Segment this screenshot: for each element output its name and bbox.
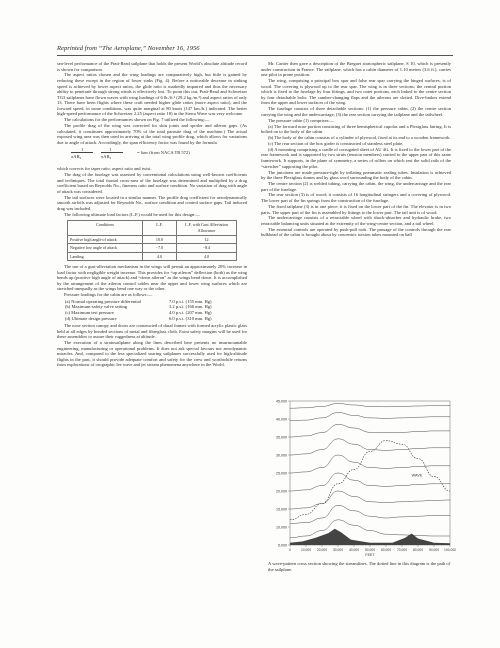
right-column — [261, 61, 451, 238]
terrain-silhouette — [290, 529, 450, 545]
left-paragraph: The nose section canopy and doors are constructed of dural frames with formed acrylic plastic glass held at all edges by bonded sections of metal and fibreglass cloth. Extra safety margins will be used for these assemblies to assure their ruggedness at altitude. — [57, 323, 247, 340]
figure-caption: A wave-pattern cross section showing the streamlines. The dotted line in this diagram is the path of the sailplane. — [268, 561, 451, 572]
table-cell: 4.0 — [177, 252, 237, 261]
reprint-header: Reprinted from “The Aeroplane,” November 16, 1956 — [57, 45, 200, 52]
left-paragraph: The profile drag of the wing was corrected for skin joints and spoiler and aileron gaps. (As calculated, it constitutes approximately 70% of the total parasite drag of the machine.) The actual exposed wing area was then used in arriving at the total wing profile drag, which allows for variations due to angle of attack. Accordingly, the span efficiency factor was found by the formula — [57, 123, 247, 145]
table-cell: 12 — [177, 235, 237, 244]
formula-numerator: 1 — [109, 147, 112, 153]
x-tick-label: 70,000 — [396, 548, 408, 552]
y-tick-label: 5,000 — [278, 543, 287, 548]
streamline — [290, 491, 450, 509]
left-paragraph: The aspect ratios chosen and the wing loadings are comparatively high, but little is gained by reducing these except in the region of lower sinks (Fig. 4). Before a noticeable decrease in sinking speed is achieved by lower aspect ratios, the glide ratio is markedly impaired and thus the necessary ability to penetrate through strong winds is effectively lost. To point this out, Pratt-Read and Schweizer TG3 sailplanes have flown waves with wing loadings of 6 lb./ft.² (29.2 kg./m.²) and aspect ratios of only 13. There have been flights where these craft needed higher glide ratios (more aspect ratio), and the forward speed, in some conditions, was quite marginal at 80 knots (147 km./h.) indicated. The better high-speed performance of the Schweizer 2.25 (aspect ratio 18) in the Sierra Wave was very welcome. — [57, 72, 247, 117]
left-paragraph: Pressure loadings for the cabin are as follows:— — [64, 292, 153, 298]
left-column — [57, 61, 247, 368]
y-tick-label: 15,000 — [276, 507, 287, 512]
table-cell: 4.0 — [143, 252, 177, 261]
right-paragraph: Mr. Cartier then gave a description of the Breguet stratospheric sailplane, S 10, which is presently under construction in France. The sailplane, which has a cabin diameter of 1.10 metres (3.6 ft.), carries one pilot in prone position. — [261, 61, 451, 78]
streamline — [290, 413, 450, 421]
table-header: L.F. — [143, 221, 177, 235]
right-paragraph: The fuselage consists of three detachable sections: (1) the pressure cabin, (2) the centre section carrying the wing and the undercarriage, (3) the rear section carrying the tailplane and the tailwheel. — [261, 106, 451, 117]
left-paragraph: sea-level performance of the Pratt-Read sailplane that holds the present World’s absolute altitude record is shown for comparison. — [57, 61, 247, 72]
table-cell: −7.0 — [143, 244, 177, 253]
y-tick-label: 10,000 — [276, 525, 287, 530]
right-paragraph: (a) The forward nose portion consisting of three hemispherical cupolas and a Plexiglass fairing. It is bolted on to the body of the cabin. — [261, 123, 451, 135]
pressure-list — [57, 299, 247, 321]
pressure-label: (c) Maximum test pressure — [65, 309, 114, 315]
x-tick-label: 30,000 — [332, 548, 344, 552]
table-cell: Negative low angle of attack — [68, 244, 143, 253]
x-tick-label: 80,000 — [412, 548, 424, 552]
pressure-label: (a) Normal operating pressure differential — [65, 298, 141, 304]
right-paragraph: The essential controls are operated by push-pull rods. The passage of the controls through the rear bulkhead of the cabin is brought about by concentric torsion tubes mounted on ball — [261, 226, 451, 238]
y-tick-label: 45,000 — [276, 399, 287, 404]
pressure-label: (b) Maximum-safety valve setting — [65, 304, 127, 310]
right-paragraph: The junctions are made pressure-tight by inflating pneumatic sealing tubes. Insulation is achieved by the three Plexiglass domes and by glass wool surrounding the body of the cabin. — [261, 169, 451, 181]
span-efficiency-formula — [57, 147, 247, 164]
left-paragraph: The tail surfaces were located in a similar manner. The profile drag coefficient for aerodynamically smooth airfoils was adjusted for Reynolds No., surface condition and control surface gaps. Tail induced drag was included. — [57, 194, 247, 211]
header-rule — [57, 55, 453, 56]
streamline — [290, 424, 450, 437]
streamline — [290, 455, 450, 473]
streamline — [290, 505, 450, 523]
sailplane-path-line — [290, 441, 450, 520]
formula-denominator: πAR₀ — [71, 154, 82, 160]
table-cell: 10.0 — [143, 235, 177, 244]
x-tick-label: 0 — [289, 548, 291, 552]
table-cell: −8.4 — [177, 244, 237, 253]
y-tick-label: 30,000 — [276, 453, 287, 458]
plot-frame — [290, 401, 450, 545]
pressure-value: 4.0 p.s.i. (207 mm. Hg) — [169, 309, 212, 315]
chart-marks — [276, 399, 456, 557]
x-tick-label: 10,000 — [300, 548, 312, 552]
x-tick-label: 100,000 — [444, 548, 456, 552]
table-row — [68, 235, 237, 244]
load-factor-table — [67, 220, 237, 261]
formula-bar — [71, 152, 93, 153]
right-paragraph: The fixed tailplane (3) is in one piece; it is fixed on the lower part of the fin. The elevator is in two parts. The upper part of the fin is assembled by fittings to the lower part. The tail unit is of wood. — [261, 203, 451, 215]
right-paragraph: The undercarriage consists of a retractable wheel with shock-absorber and hydraulic brake, two retractable balancing units situated at the extremity of the wing-centre section, and a tail wheel. — [261, 215, 451, 226]
streamline — [290, 473, 450, 491]
right-paragraph: (b) The body of the cabin consists of a cylinder of plywood, fixed at its end to a wooden framework. — [268, 135, 451, 141]
x-tick-label: 60,000 — [380, 548, 392, 552]
table-header-row — [68, 221, 237, 235]
wave-pattern-chart — [268, 395, 454, 560]
table-cell: Positive high angle of attack — [68, 235, 143, 244]
pressure-value: 7.0 p.s.i. (155 mm. Hg) — [169, 298, 212, 304]
streamline — [290, 520, 450, 538]
formula-rhs: = δaw (from NACA TR 572) — [137, 150, 190, 156]
pressure-value: 6.0 p.s.i. (310 mm. Hg) — [169, 315, 212, 321]
table-header: L.F. with Gust Alleviation Allowance — [177, 221, 237, 235]
y-tick-label: 20,000 — [276, 489, 287, 494]
right-paragraph: The wing, comprising a principal box spar and false rear spar carrying the hinged surfaces, is of wood. The covering is plywood up to the rear spar. The wing is in three sections; the central portion which is fixed to the fuselage by four fittings, and two outer portions, each linked to the centre section by four detachable bolts. The camber-changing flaps and the ailerons are slotted. Dive-brakes extend from the upper and lower surfaces of the wing. — [261, 78, 451, 106]
right-paragraph: (c) The rear section of the box girder is constructed of stainless steel plate. — [268, 141, 404, 146]
streamline — [290, 404, 450, 409]
y-tick-label: 40,000 — [276, 417, 287, 422]
right-paragraph: (d) A mounting comprising a cradle of corrugated sheet of AU 4G. It is fixed to the lower part of the rear framework and is supported by two struts (tension members) carried to the upper part of this same framework. It supports, in the plane of symmetry, a series of rollers on which rest the solid rails of the “stretcher” supporting the pilot. — [261, 146, 451, 169]
pressure-item — [57, 316, 247, 322]
pressure-label: (d) Ultimate design pressure — [65, 315, 117, 321]
table-row — [68, 252, 237, 261]
x-axis-label: FEET — [365, 553, 375, 557]
formula-denominator: πAR₀ — [101, 154, 112, 160]
left-paragraph: The use of a gust-alleviation mechanism in the wings will permit an approximately 20% increase in load factor with negligible weight increase. This provides for “up aileron” deflection (both) as the wing bends up (positive high angle of attack) and “down aileron” as the wings bend down. It is accomplished by the arrangement of the aileron control cables near the upper and lower wing surfaces which are stretched unequally as the wings bend one way or the other. — [57, 264, 247, 292]
x-tick-label: 40,000 — [348, 548, 360, 552]
formula-numerator: 1 — [81, 147, 84, 153]
formula-bar — [101, 152, 123, 153]
wave-annotation: WAVE — [411, 473, 423, 478]
left-paragraph: The execution of a stratosailplane along the lines described here presents no insurmountable engineering, manufacturing or operational problems. It does not ask special favours nor aerodynamic miracles. And, compared to the less specialized soaring sailplanes successfully used for high-altitude flights in the past, it should provide adequate comfort and safety for the crew and worthwhile returns from explorations of orographic lee wave and jet stream phenomena anywhere in the World. — [57, 340, 247, 368]
table-header: Conditions — [68, 221, 143, 235]
right-paragraph: The rear section (3) is of wood; it consists of 16 longitudinal stringers and a covering of plywood. The lower part of the fin springs from the construction of the fuselage. — [261, 192, 451, 204]
right-paragraph: The centre section (2) is welded tubing, carrying the cabin, the wing, the undercarriage and the rear part of the fuselage. — [261, 181, 451, 192]
left-paragraph: The drag of the fuselage was assessed by conventional calculations using well-known coefficients and techniques. The total frontal cross-area of the fuselage was determined and multiplied by a drag coefficient based on Reynolds No., fineness ratio and surface condition. No variation of drag with angle of attack was considered. — [57, 172, 247, 194]
y-tick-label: 35,000 — [276, 435, 287, 440]
left-paragraph: The following ultimate load factors (L.F.) would be used for this design:— — [64, 211, 201, 217]
left-paragraph: The calculations for the performances shown on Fig. 7 utilized the following:— — [64, 117, 210, 123]
streamline — [290, 439, 450, 455]
right-paragraph: The pressure cabin (1) comprises:— — [268, 117, 335, 123]
x-tick-label: 90,000 — [428, 548, 440, 552]
x-tick-label: 50,000 — [364, 548, 376, 552]
pressure-value: 3.2 p.s.i. (166 mm. Hg) — [169, 304, 212, 310]
x-tick-label: 20,000 — [316, 548, 328, 552]
table-row — [68, 244, 237, 253]
table-cell: Landing — [68, 252, 143, 261]
y-tick-label: 25,000 — [276, 471, 287, 476]
left-paragraph: which corrects for taper ratio, aspect ratio and twist. — [57, 166, 152, 172]
